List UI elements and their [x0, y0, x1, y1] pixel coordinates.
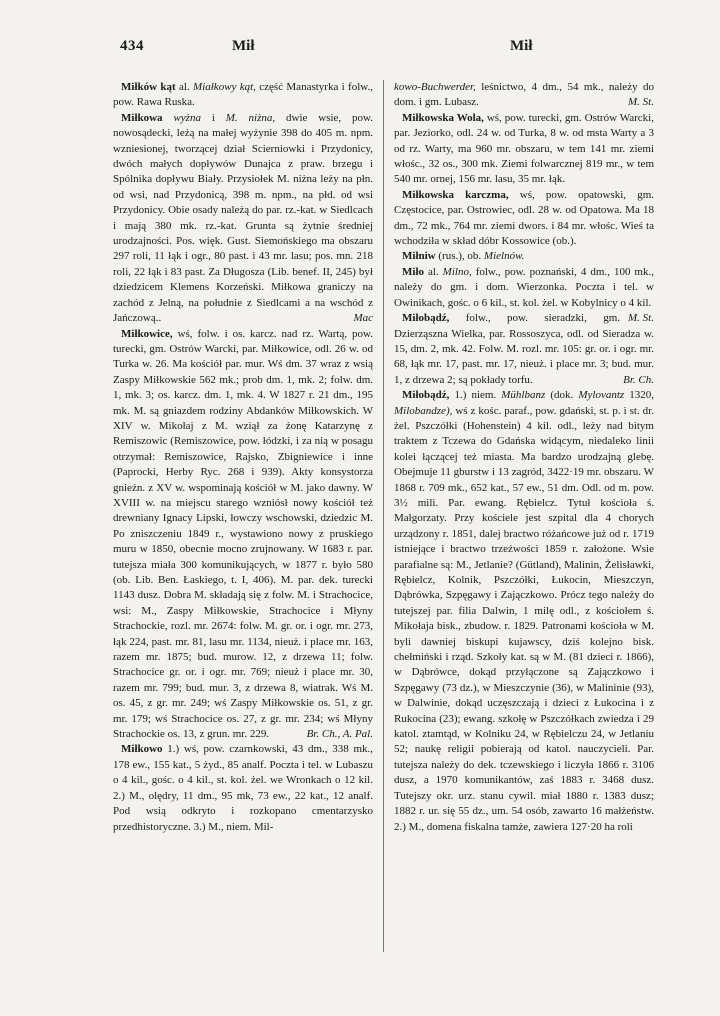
- entry-body: leśnictwo, 4 dm., 54 mk., należy do dom. i gm. Lubasz.: [394, 81, 654, 109]
- entry-milkowa: [113, 111, 373, 327]
- entry-signature: Mac: [353, 312, 373, 325]
- entry-milobadz-1: [394, 311, 654, 388]
- entry-body: dwie wsie, pow. nowosądecki, leżą na małej wyżynie 398 do 405 m. npm. wzniesionej, tworzącej dział Scierniowki i Przydonicy, dwóch małych dopływów Dunajca z praw. brzegu i Spólnika dopływu Biały. Przysiołek M. niżna leży na płn. od wsi, nad Przydonicą, 398 m. npm., na płd. od wsi Przydonicy. Obie osady należą do par. rz.-kat. w Siedlcach i mają 380 mk. rz.-kat. Grunta są żytnie średniej urodzajności. Pos. więk. Gust. Siemońskiego ma obszaru 297 roli, 11 łąk i ogr., 80 past. i 43 mr. lasu; pos. mn. 218 roli, 22 łąk i 83 past. Za Długosza (Lib. benef. II, 245) był dziedzicem Klemens Korzeński. Miłkowa graniczy na zachód z Jelną, na południe z Siedlcami a na wschód z Jańczową..: [113, 111, 374, 325]
- entry-headword: Miłobądź,: [402, 389, 450, 402]
- entry-alt-name: Miałkowy kąt,: [193, 81, 256, 93]
- entry-headword: Miłkowice,: [121, 327, 173, 340]
- entry-alt-name-2: M. niżna,: [225, 111, 276, 124]
- entry-milniw: [394, 249, 654, 264]
- entry-headword: Miłobądź,: [402, 312, 450, 325]
- running-head-left: Mił: [232, 38, 255, 54]
- entry-body: wś, pow. turecki, gm. Ostrów Warcki, par. Jeziorko, odl. 24 w. od Turka, 8 w. od msta Warty a 3 od rz. Warty, ma 960 mr. obszaru, w tem 141 mr. ziemi włośc., 32 os., 300 mk. Ziemi folwarcznej 819 mr., w tem 540 mr. ornej, 156 mr. lasu, 35 mr. łąk.: [394, 111, 654, 186]
- entry-milkow-kat: [113, 80, 373, 111]
- entry-body: folw., pow. poznański, 4 dm., 100 mk., należy do gm. i dom. Wierzonka. Poczta i tel. w Owinikach, gośc. o 6 kil., st. kol. żel. w Kobylnicy o 4 kil.: [394, 265, 654, 309]
- entry-body-prefix: 1.) niem.: [454, 389, 497, 402]
- entry-milkowo: [113, 742, 373, 834]
- entry-body-mid: (dok.: [550, 389, 574, 402]
- right-column: [394, 80, 654, 835]
- entry-alt-marker: al.: [179, 81, 190, 93]
- entry-body: wś, folw. i os. karcz. nad rz. Wartą, pow. turecki, gm. Ostrów Warcki, par. Miłkowice, odl. 26 w. od Turka w. 26. Ma kościół par. mur. Wś dm. 37 wraz z wsią Zaspy Miłkowskie 562 mk.; prob dm. 1, mk. 2; folw. dm. 1, mk. 3; os. karcz. dm. 1, mk. 4. W 1827 r. 21 dm., 195 mk. M. są gniazdem rodziny Abdanków Miłkowskich. W XIV w. Mikołaj z M. wziął za żonę Katarzynę z Remiszowic (Remiszowice, pow. łódzki, i za nią w posagu otrzymał: Remiszowice, Rajsko, Zbigniewice i inne (Paprocki, Herby Ryc. 268 i 939). Akty konsystorza gnieźn. z XV w. wspominają kościół w M. jako dawny. W XVIII w. na miejscu starego wzniósł nowy kościół też drewniany Ignacy Lipski, łowczy wschowski, dziedzic M. Po zniszczeniu 1849 r., wystawiono nowy z pruskiego muru w 1850, obecnie mocno zrujnowany. W 1683 r. par. tutejsza miała 300 komunikujących, w 1877 r. było 580 (ob. Lib. Ben. Łaskiego, t. I, 406). M. par. dek. turecki 1143 dusz. Dobra M. składają się z folw. M. i Strachocice, wsi: M., Zaspy Miłkowskie, Strachocice i Młyny Strachockie, rozl. mr. 2674: folw. M. gr. or. i ogr. mr. 273, łąk 224, past. mr. 81, lasu mr. 1134, nieuż. i place mr. 163, razem mr. 1875; bud. murow. 12, z drzewa 11; folw. Strachocice gr. or. i ogr. mr. 769; nieuż i place mr. 30, razem mr. 799; bud. mur. 3, z drzewa 8, wiatrak. Wś M. os. 45, z gr. mr. 249; wś Zaspy Miłkowskie os. 51, z gr. mr. 179; wś Strachocice os. 27, z gr. mr. 234; wś Młyny Strachockie os. 13, z grun. mr. 229.: [113, 327, 374, 741]
- entry-alt-name: wyżna: [173, 111, 201, 124]
- left-column: [113, 80, 373, 835]
- entry-reference: Mielnów.: [483, 250, 525, 263]
- entry-headword: Miło: [402, 265, 424, 278]
- page-header: [120, 38, 600, 58]
- entry-body: folw., pow. sieradzki, gm. Dzierząszna Wielka, par. Rossoszyca, odl. od Sieradza w. 15, dm. 2, mk. 42. Folw. M. rozl. mr. 105: gr. or. i ogr. mr. 68, łąk mr. 17, past. mr. 17, nieuż. i place mr. 3; bud. mur. 1, z drzewa 2; są pokłady torfu.: [394, 312, 654, 386]
- entry-body: (rus.), ob.: [438, 250, 482, 263]
- entry-headword: Miłkowo: [121, 743, 163, 756]
- entry-body: wś z kośc. paraf., pow. gdański, st. p. i st. dr. żel. Pszczółki (Hohenstein) 4 kil. odl., leży nad bitym traktem z Tczewa do Gdańska widącym, niedaleko linii kolei łączącej też miasta. Ma bardzo urodzajną glebę. Obejmuje 11 gburstw i 13 zagród, 3422·19 mr. obszaru. W 1868 r. 709 mk., 652 kat., 57 ew., 51 dm. Odl. od m. pow. 3½ mili. Par. ewang. Rębielcz. Tytuł kościoła ś. Małgorzaty. Przy kościele jest szpital dla 4 chorych urządzony r. 1851, dalej bractwo różańcowe już od r. 1719 istniejące i bractwo trzeźwości 1859 r. założone. Wsie parafialne są: M., Jetlanie? (Gütland), Malinin, Żelisławki, Rębielcz, Kolnik, Pszczółki, Łukocin, Mieszczyn, Dąbrówka, Szpęgawy i Zajączkowo. Prócz tego należy do tutejszej par. filia Dalwin, 1 milę odl., z kościołem ś. Mikołaja bisk., zbudow. r. 1829. Patronami kościoła w M. byli dawniej biskupi kujawscy, dziś kolejno bisk. chełmiński i rząd. Szkoły kat. są w M. (81 dzieci r. 1866), w Dąbrówce, dokąd przyłączone są Zajączkowo i Szpęgawy (73 dz.), w Mieszczynie (36), w Malininie (93), w Dalwinie, dokąd uczęszczają i dzieci z Łukocina i z Rukocina (23); ewang. szkołę w Pszczółkach zwiedza i 29 katol. ztamtąd, w Kolniku 24, w Rębielczu 24, w Jetlaniu 52; naukę religii pobierają od katol. nauczycieli. Par. tutejsza należy do dek. tczewskiego i liczyła 1866 r. 3106 dusz, a 1970 komunikantów, zaś 1883 r. 3468 dusz. Tutejszy okr. urz. stanu cywil. miał 1880 r. 1383 dusz; 1882 r. ur. się 55 dz., um. 54 osób, zawarto 16 małżeństw. 2.) M., domena fiskalna tamże, zawiera 127·20 ha roli: [394, 404, 654, 833]
- entry-alt-name: Milno,: [442, 265, 472, 278]
- column-divider: [383, 80, 384, 952]
- entry-signature: M. St.: [628, 96, 654, 109]
- entry-alt-name-3: Milobandze),: [394, 404, 453, 417]
- entry-headword: Miłkowska karczma,: [402, 188, 509, 201]
- entry-milobadz-2: [394, 388, 654, 835]
- entry-signature: Br. Ch., A. Pal.: [306, 728, 373, 741]
- entry-milkowska-wola: [394, 111, 654, 188]
- entry-headword: Miłków kąt: [121, 81, 176, 93]
- entry-headword: Miłkowska Wola,: [402, 111, 484, 124]
- running-head-right: Mił: [510, 38, 533, 54]
- entry-alt-marker: al.: [427, 265, 439, 278]
- page-number: 434: [120, 38, 144, 54]
- entry-milkowska-karczma: [394, 188, 654, 250]
- entry-connector: i: [211, 111, 215, 124]
- entry-body-mid-2: 1320,: [629, 389, 654, 402]
- entry-body: część Manastyrka i folw., pow. Rawa Ruska.: [113, 81, 373, 109]
- entry-body: 1.) wś, pow. czarnkowski, 43 dm., 338 mk., 178 ew., 155 kat., 5 żyd., 85 analf. Poczta i tel. w Lubaszu o 4 kil., gośc. o 4 kil., st. kol. żel. we Wronkach o 12 kil. 2.) M., olędry, 11 dm., 95 mk, 73 ew., 22 kat., 12 analf. Pod wsią odkryto i rozkopano cmentarzysko przedhistoryczne. 3.) M., niem. Mil-: [113, 743, 373, 833]
- entry-headword: Miłkowa: [121, 111, 163, 124]
- entry-body: wś, pow. opatowski, gm. Częstocice, par. Ostrowiec, odl. 28 w. od Opatowa. Ma 18 dm., 72 mk., 764 mr. ziemi dwors. i 84 mr. włośc. Wieś ta wchodziła w skład dóbr Kossowice (ob.).: [394, 188, 655, 248]
- entry-milkowice: [113, 327, 373, 743]
- entry-continuation: kowo-Buchwerder,: [394, 81, 476, 93]
- entry-signature: M. St.: [628, 312, 654, 325]
- entry-signature: Br. Ch.: [623, 373, 654, 386]
- entry-headword: Miłniw: [402, 250, 436, 263]
- entry-alt-name-2: Mylovantz: [578, 389, 625, 402]
- entry-alt-name: Mühlbanz: [501, 389, 546, 402]
- entry-milkowo-continued: [394, 80, 654, 111]
